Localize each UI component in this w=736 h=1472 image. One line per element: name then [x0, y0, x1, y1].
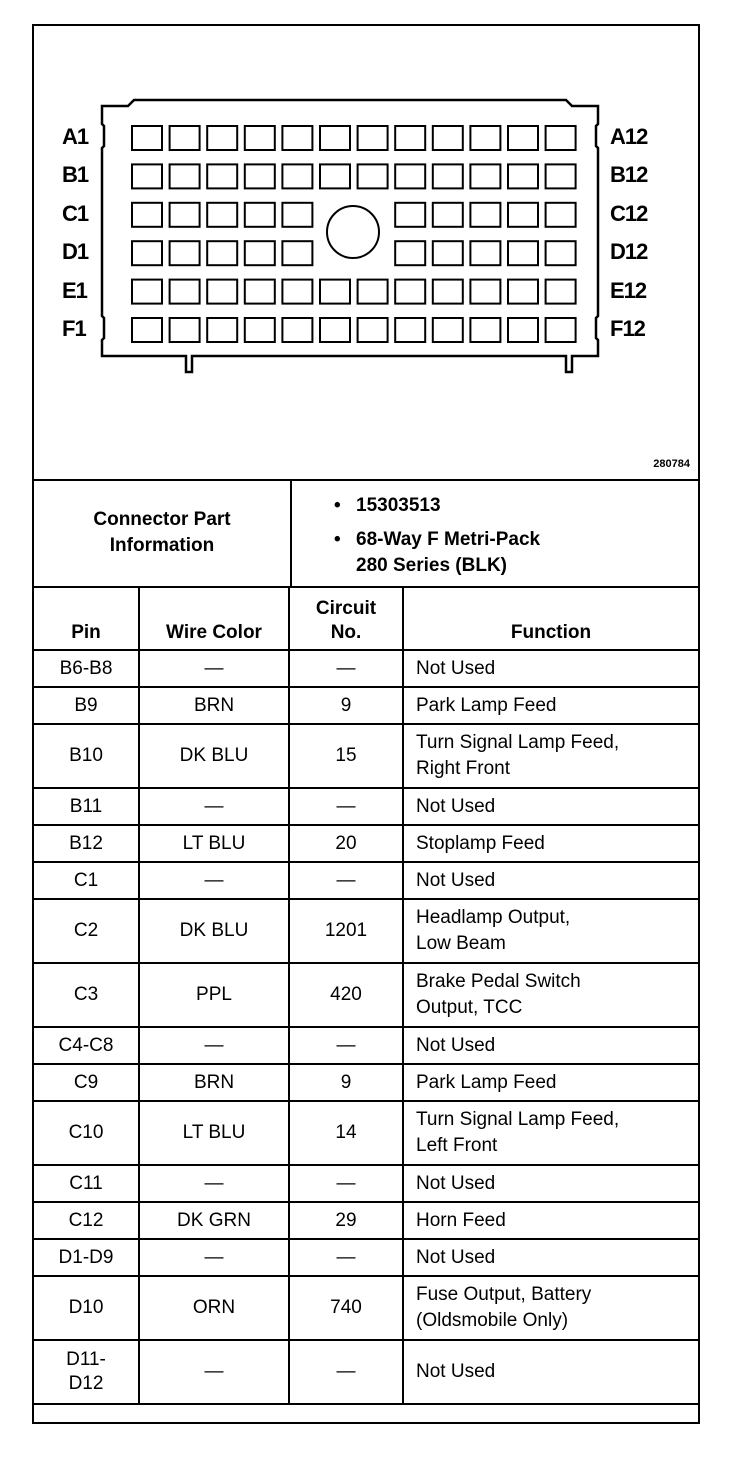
row-label-left: E1 [62, 277, 87, 303]
cell-circuit: — [289, 1340, 403, 1404]
table-row [34, 1239, 698, 1276]
pin-cavity [170, 280, 200, 304]
cell-wire-color: DK GRN [139, 1202, 289, 1239]
cell-pin: C11 [34, 1165, 139, 1202]
row-label-left: C1 [62, 200, 89, 226]
header-function: Function [403, 586, 698, 650]
pin-cavity [132, 164, 162, 188]
pin-cavity [508, 164, 538, 188]
cell-pin: B12 [34, 825, 139, 862]
table-row [34, 1165, 698, 1202]
pin-cavity [132, 241, 162, 265]
cell-pin: C4-C8 [34, 1027, 139, 1064]
pin-cavity [395, 126, 425, 150]
cell-circuit: — [289, 862, 403, 899]
table-row [34, 724, 698, 788]
cell-pin: D11- D12 [34, 1340, 139, 1404]
cell-pin: C1 [34, 862, 139, 899]
center-post [327, 206, 379, 258]
cell-pin: C2 [34, 899, 139, 963]
part-number: • 15303513 [334, 493, 540, 519]
pin-cavity [358, 126, 388, 150]
cell-wire-color: — [139, 862, 289, 899]
cell-function: Fuse Output, Battery (Oldsmobile Only) [403, 1276, 698, 1340]
pin-cavity [207, 318, 237, 342]
pin-cavity [433, 241, 463, 265]
cell-function: Headlamp Output, Low Beam [403, 899, 698, 963]
cell-circuit: 420 [289, 963, 403, 1027]
cell-wire-color: ORN [139, 1276, 289, 1340]
cell-circuit: 9 [289, 1064, 403, 1101]
pin-cavity [132, 203, 162, 227]
header-circuit-line1: Circuit [315, 598, 377, 619]
pin-cavity [320, 164, 350, 188]
cell-pin: C3 [34, 963, 139, 1027]
table-row [34, 1202, 698, 1239]
cell-wire-color: BRN [139, 687, 289, 724]
header-circuit [289, 586, 403, 650]
pin-cavity [132, 126, 162, 150]
row-label-right: C12 [610, 200, 648, 226]
pin-cavity [207, 164, 237, 188]
cell-circuit: 1201 [289, 899, 403, 963]
cell-function: Not Used [403, 1165, 698, 1202]
row-label-right: A12 [610, 124, 648, 149]
header-pin: Pin [34, 586, 139, 650]
cell-function: Stoplamp Feed [403, 825, 698, 862]
pin-cavity [546, 280, 576, 304]
pin-cavity [470, 318, 500, 342]
connector-sheet [32, 24, 700, 1424]
cell-function: Not Used [403, 862, 698, 899]
pin-cavity [282, 126, 312, 150]
table-row [34, 650, 698, 687]
cell-function: Turn Signal Lamp Feed, Left Front [403, 1101, 698, 1165]
pin-cavity [433, 126, 463, 150]
cell-pin: C10 [34, 1101, 139, 1165]
cell-circuit: — [289, 788, 403, 825]
table-row [34, 788, 698, 825]
cell-pin: B6-B8 [34, 650, 139, 687]
cell-wire-color: — [139, 788, 289, 825]
pin-cavity [170, 318, 200, 342]
cell-wire-color: — [139, 650, 289, 687]
connector-info-values [334, 493, 540, 579]
pin-cavity [546, 318, 576, 342]
pin-cavity [395, 318, 425, 342]
pin-cavity [207, 280, 237, 304]
pin-cavity [395, 164, 425, 188]
cell-pin: C12 [34, 1202, 139, 1239]
pin-cavity [132, 280, 162, 304]
table-row [34, 825, 698, 862]
cell-circuit: — [289, 1165, 403, 1202]
pin-cavity [170, 203, 200, 227]
row-label-right: F12 [610, 316, 645, 341]
cell-wire-color: — [139, 1165, 289, 1202]
cell-wire-color: — [139, 1340, 289, 1404]
pin-cavity [395, 203, 425, 227]
pin-cavity [546, 126, 576, 150]
cell-function: Park Lamp Feed [403, 687, 698, 724]
cell-circuit: — [289, 650, 403, 687]
table-row [34, 687, 698, 724]
pin-cavity [132, 318, 162, 342]
header-wire-color: Wire Color [139, 586, 289, 650]
pin-cavity [508, 126, 538, 150]
cell-function: Not Used [403, 650, 698, 687]
header-circuit-line2: No. [330, 622, 362, 643]
table-row [34, 862, 698, 899]
cell-function: Turn Signal Lamp Feed, Right Front [403, 724, 698, 788]
cell-circuit: 740 [289, 1276, 403, 1340]
pin-cavity [245, 280, 275, 304]
cell-pin: D10 [34, 1276, 139, 1340]
pin-cavity [282, 280, 312, 304]
cell-circuit: 29 [289, 1202, 403, 1239]
pin-cavity [433, 318, 463, 342]
cell-circuit: 14 [289, 1101, 403, 1165]
table-row [34, 1340, 698, 1404]
pin-cavity [470, 164, 500, 188]
cell-wire-color: — [139, 1027, 289, 1064]
cell-pin: B11 [34, 788, 139, 825]
row-label-right: D12 [610, 239, 648, 265]
pin-cavity [245, 203, 275, 227]
pin-cavity [358, 318, 388, 342]
pin-cavity [170, 126, 200, 150]
pin-cavity [320, 318, 350, 342]
row-label-left: A1 [62, 124, 89, 149]
pin-cavity [546, 164, 576, 188]
pin-cavity [470, 241, 500, 265]
pin-table-header [34, 586, 698, 650]
cell-function: Horn Feed [403, 1202, 698, 1239]
pin-cavity [207, 126, 237, 150]
cell-wire-color: DK BLU [139, 899, 289, 963]
pin-cavity [358, 164, 388, 188]
pin-cavity [207, 203, 237, 227]
pin-cavity [245, 126, 275, 150]
cell-pin: B10 [34, 724, 139, 788]
pin-cavity [433, 203, 463, 227]
cell-wire-color: DK BLU [139, 724, 289, 788]
cell-circuit: 9 [289, 687, 403, 724]
connector-info [34, 479, 698, 588]
row-label-right: E12 [610, 277, 647, 303]
pin-cavity [470, 280, 500, 304]
connector-info-label-line1: Connector Part [93, 508, 231, 530]
pin-table [34, 586, 698, 1405]
pin-cavity [358, 280, 388, 304]
connector-description-line1: • 68-Way F Metri-Pack [334, 527, 540, 553]
connector-figure [34, 26, 698, 481]
pin-cavity [207, 241, 237, 265]
pin-cavity [170, 164, 200, 188]
table-row [34, 899, 698, 963]
pin-cavity [395, 280, 425, 304]
table-row [34, 1027, 698, 1064]
pin-cavity [508, 241, 538, 265]
cell-function: Brake Pedal Switch Output, TCC [403, 963, 698, 1027]
row-label-left: B1 [62, 162, 89, 188]
cell-function: Park Lamp Feed [403, 1064, 698, 1101]
pin-cavity [282, 164, 312, 188]
row-label-left: D1 [62, 239, 89, 265]
cell-wire-color: LT BLU [139, 825, 289, 862]
pin-cavity [282, 203, 312, 227]
connector-info-label-line2: Information [109, 534, 215, 556]
table-row [34, 1064, 698, 1101]
pin-cavity [508, 318, 538, 342]
pin-cavity [395, 241, 425, 265]
pin-cavity [470, 126, 500, 150]
cell-wire-color: LT BLU [139, 1101, 289, 1165]
cell-circuit: — [289, 1239, 403, 1276]
cell-wire-color: BRN [139, 1064, 289, 1101]
pin-cavity [320, 280, 350, 304]
table-row [34, 1101, 698, 1165]
pin-cavity [546, 241, 576, 265]
pin-cavity [470, 203, 500, 227]
row-label-left: F1 [62, 316, 86, 341]
cell-function: Not Used [403, 788, 698, 825]
row-label-right: B12 [610, 162, 648, 188]
pin-cavity [282, 241, 312, 265]
connector-face-drawing [34, 26, 698, 479]
cell-circuit: — [289, 1027, 403, 1064]
cell-function: Not Used [403, 1027, 698, 1064]
connector-info-label [34, 479, 292, 586]
cell-function: Not Used [403, 1340, 698, 1404]
cell-circuit: 15 [289, 724, 403, 788]
pin-cavity [508, 203, 538, 227]
pin-cavity [245, 318, 275, 342]
cell-pin: C9 [34, 1064, 139, 1101]
cell-wire-color: PPL [139, 963, 289, 1027]
pin-cavity [508, 280, 538, 304]
pin-cavity [546, 203, 576, 227]
connector-description-line2: 280 Series (BLK) [356, 555, 508, 576]
pin-cavity [433, 164, 463, 188]
table-row [34, 1276, 698, 1340]
cell-wire-color: — [139, 1239, 289, 1276]
cell-function: Not Used [403, 1239, 698, 1276]
cell-pin: B9 [34, 687, 139, 724]
pin-cavity [282, 318, 312, 342]
cell-circuit: 20 [289, 825, 403, 862]
cell-pin: D1-D9 [34, 1239, 139, 1276]
pin-cavity [320, 126, 350, 150]
pin-cavity [433, 280, 463, 304]
pin-cavity [170, 241, 200, 265]
figure-id: 280784 [653, 458, 690, 470]
pin-cavity [245, 164, 275, 188]
table-row [34, 963, 698, 1027]
pin-cavity [245, 241, 275, 265]
